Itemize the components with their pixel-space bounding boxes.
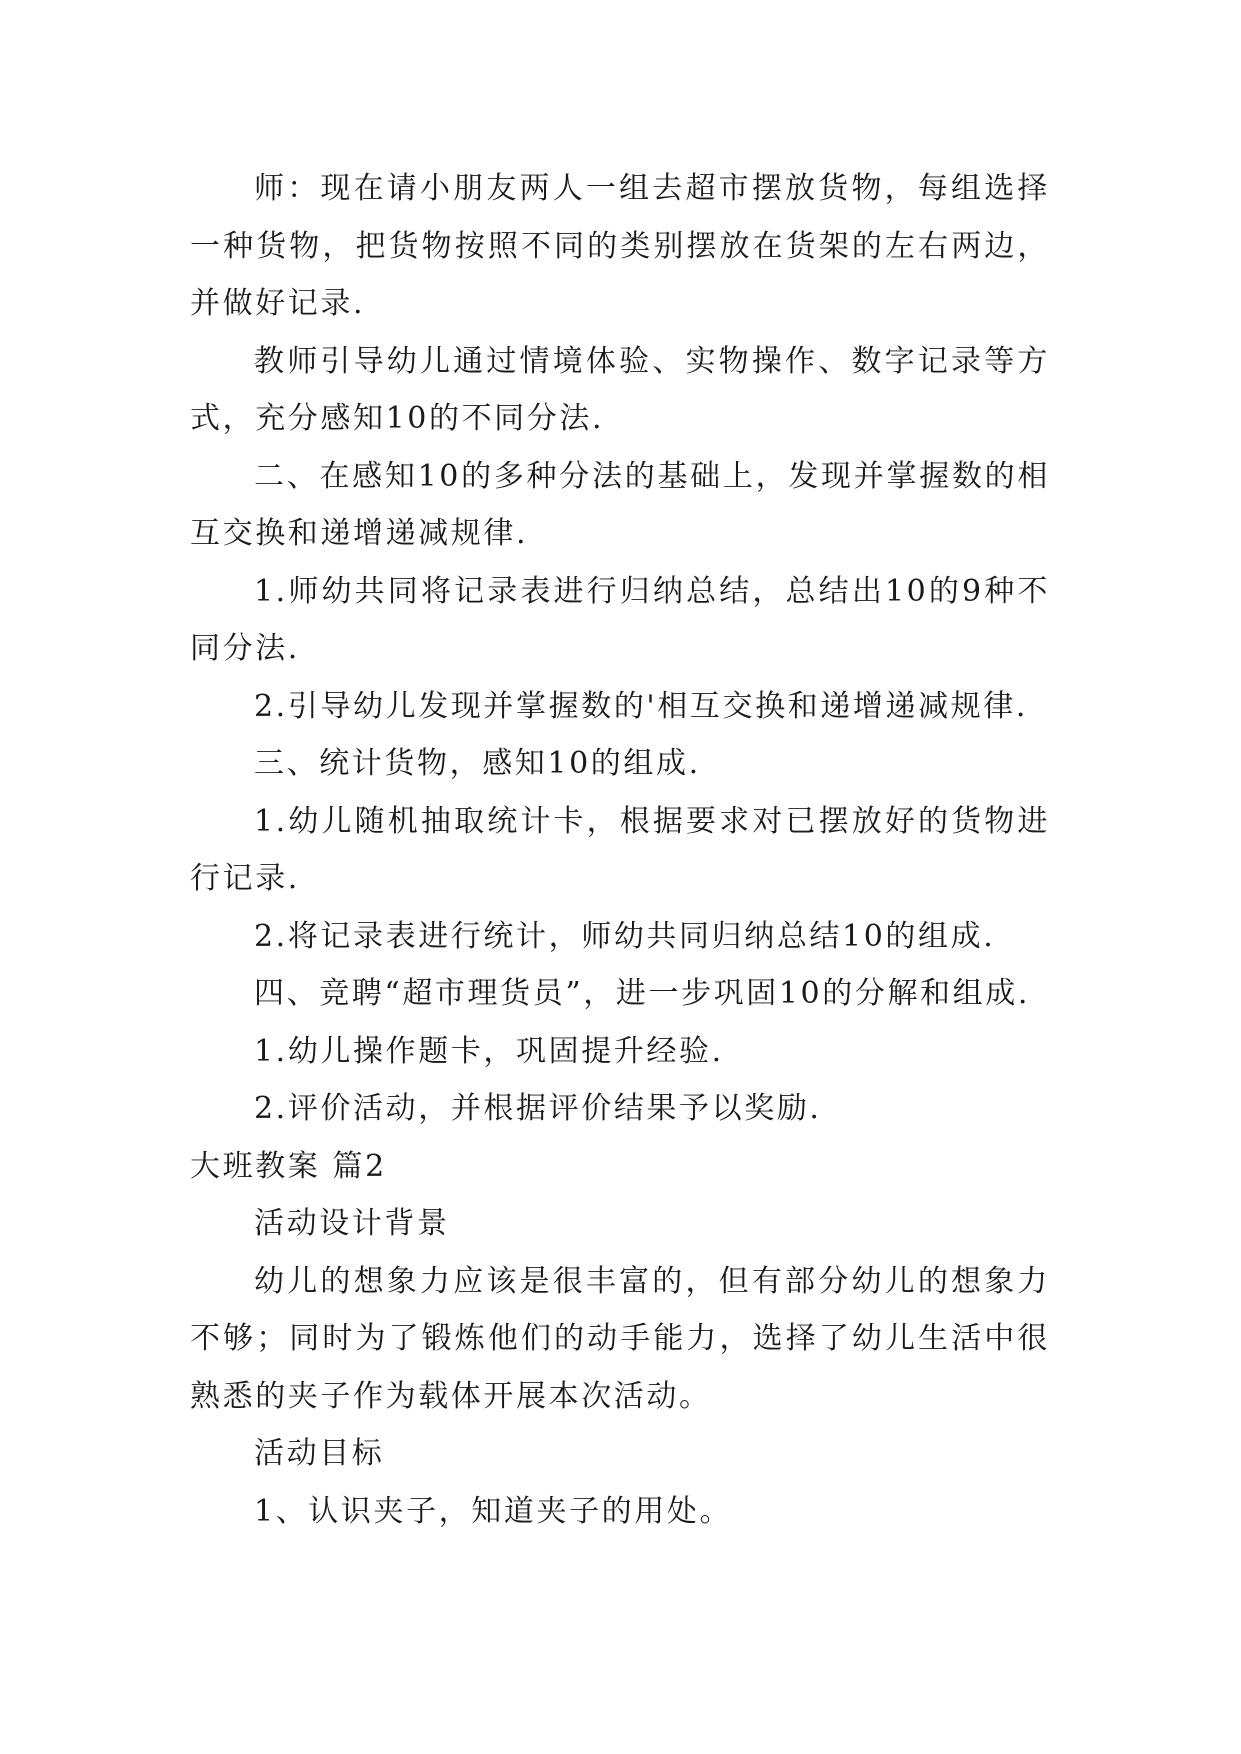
- paragraph-background-body: 幼儿的想象力应该是很丰富的，但有部分幼儿的想象力不够；同时为了锻炼他们的动手能力，选择了幼儿生活中很熟悉的夹子作为载体开展本次活动。: [190, 1263, 1050, 1414]
- paragraph-step-1-cards: 1.幼儿操作题卡，巩固提升经验.: [254, 1033, 724, 1069]
- paragraph-step-2-evaluation: 2.评价活动，并根据评价结果予以奖励.: [254, 1091, 822, 1126]
- paragraph-step-1: 1.师幼共同将记录表进行归纳总结，总结出10的9种不同分法.: [190, 573, 1050, 666]
- paragraph-step-2: 2.引导幼儿发现并掌握数的'相互交换和递增递减规律.: [254, 688, 1029, 724]
- subheading-activity-goals: 活动目标: [254, 1436, 385, 1471]
- paragraph-section-two: 二、在感知10的多种分法的基础上，发现并掌握数的相互交换和递增递减规律.: [190, 458, 1050, 551]
- paragraph-step-1-statistics: 1.幼儿随机抽取统计卡，根据要求对已摆放好的货物进行记录.: [190, 803, 1050, 896]
- paragraph-step-2-statistics: 2.将记录表进行统计，师幼共同归纳总结10的组成.: [254, 918, 996, 954]
- paragraph-teacher-instruction: 师：现在请小朋友两人一组去超市摆放货物，每组选择一种货物，把货物按照不同的类别摆放在货架的左右两边，并做好记录.: [190, 171, 1050, 321]
- paragraph-section-four: 四、竞聘“超市理货员”，进一步巩固10的分解和组成.: [254, 976, 1030, 1011]
- paragraph-teacher-guidance: 教师引导幼儿通过情境体验、实物操作、数字记录等方式，充分感知10的不同分法.: [190, 343, 1050, 436]
- section-heading-lesson-2: 大班教案 篇2: [190, 1148, 387, 1184]
- document-body: [190, 160, 1050, 1540]
- paragraph-section-three: 三、统计货物，感知10的组成.: [254, 746, 701, 781]
- paragraph-goal-1: 1、认识夹子，知道夹子的用处。: [254, 1493, 733, 1529]
- subheading-design-background: 活动设计背景: [254, 1206, 450, 1241]
